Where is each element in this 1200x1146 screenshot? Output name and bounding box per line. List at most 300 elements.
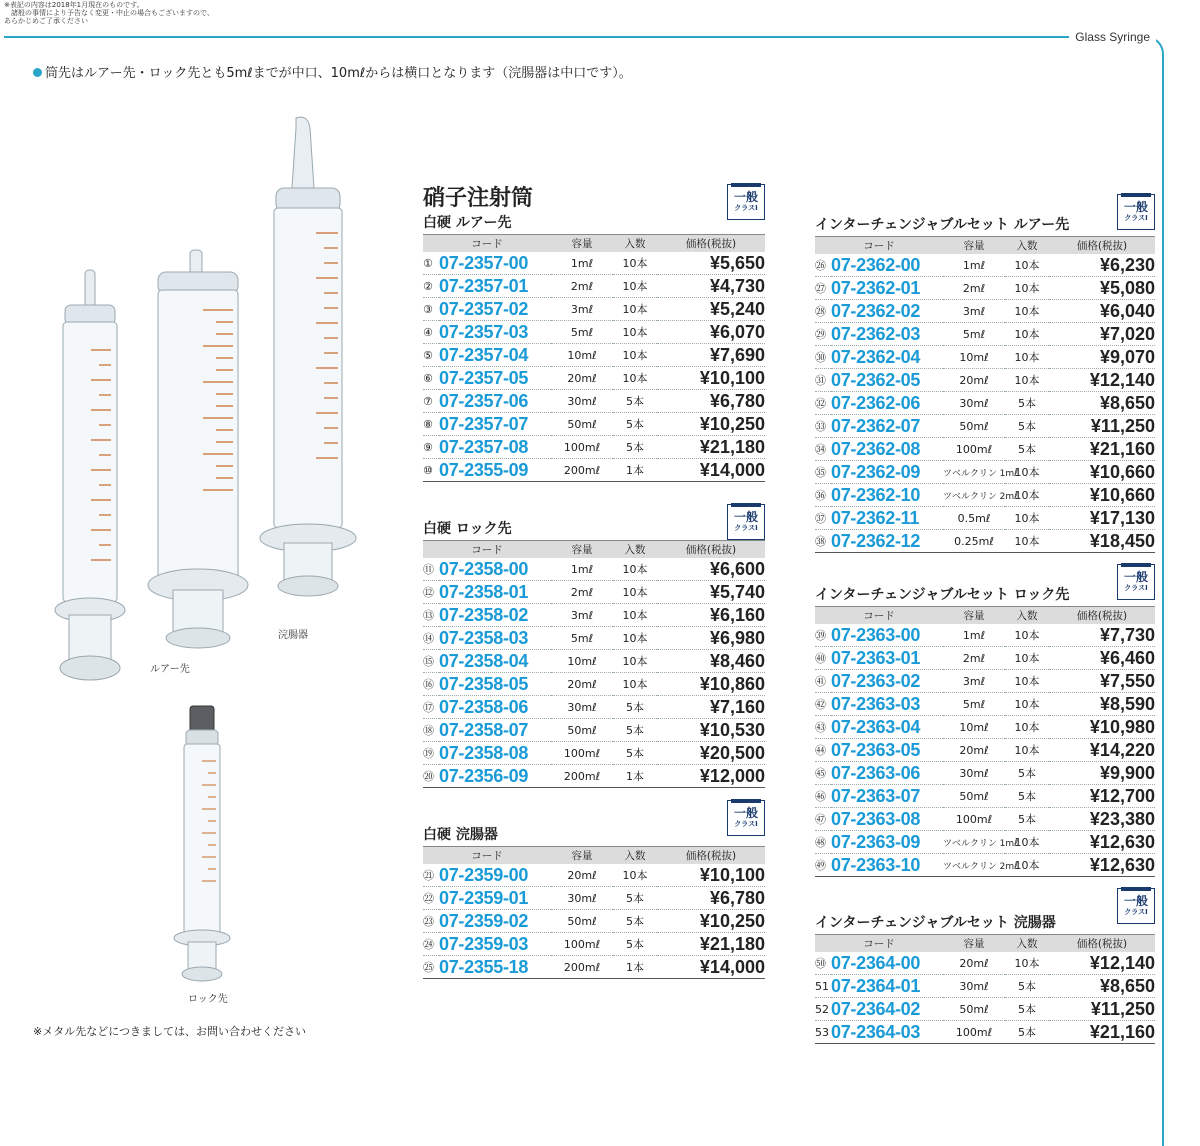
table-row	[423, 459, 765, 482]
price: ¥12,630	[1049, 831, 1155, 854]
class1-badge	[1117, 564, 1155, 600]
table-row	[423, 742, 765, 765]
quantity: 10本	[1005, 693, 1049, 716]
product-code: 07-2357-01	[439, 275, 551, 298]
header-code: コード	[815, 935, 943, 953]
price: ¥17,130	[1049, 507, 1155, 530]
table-row	[423, 673, 765, 696]
price: ¥6,780	[657, 390, 765, 413]
table-row	[815, 762, 1155, 785]
volume: 30mℓ	[943, 975, 1005, 998]
price: ¥5,240	[657, 298, 765, 321]
luer-label: ルアー先	[150, 664, 190, 675]
quantity: 10本	[613, 627, 657, 650]
product-code: 07-2363-00	[831, 624, 943, 647]
section-enema	[423, 806, 765, 979]
row-number: ㉗	[815, 277, 831, 300]
product-code: 07-2362-10	[831, 484, 943, 507]
product-code: 07-2358-02	[439, 604, 551, 627]
header-code: コード	[815, 237, 943, 255]
volume: 100mℓ	[551, 933, 613, 956]
table-row	[423, 627, 765, 650]
row-number: ㉙	[815, 323, 831, 346]
volume: 50mℓ	[551, 413, 613, 436]
table-row	[423, 604, 765, 627]
header-price: 価格(税抜)	[1049, 237, 1155, 255]
table-row	[815, 530, 1155, 553]
header-quantity: 入数	[613, 541, 657, 559]
volume: 30mℓ	[551, 390, 613, 413]
table-row	[423, 344, 765, 367]
product-code: 07-2357-03	[439, 321, 551, 344]
section-luer	[423, 186, 765, 482]
quantity: 5本	[1005, 975, 1049, 998]
row-number: ⑳	[423, 765, 439, 788]
row-number: ⑮	[423, 650, 439, 673]
row-number: ㉚	[815, 346, 831, 369]
price: ¥14,000	[657, 956, 765, 979]
intro-note-text: 筒先はルアー先・ロック先とも5mℓまでが中口、10mℓからは横口となります（浣腸器は中口です）。	[45, 66, 632, 81]
badge-sub-text: クラスⅠ	[1124, 214, 1148, 222]
section-title-text: インターチェンジャブルセット 浣腸器	[815, 915, 1056, 931]
volume: ツベルクリン 2mℓ	[943, 854, 1005, 877]
row-number: ㉒	[423, 887, 439, 910]
lock-syringe-image	[172, 706, 232, 986]
price: ¥10,660	[1049, 461, 1155, 484]
volume: 2mℓ	[551, 275, 613, 298]
price: ¥10,100	[657, 864, 765, 887]
row-number: ㊶	[815, 670, 831, 693]
price: ¥21,160	[1049, 438, 1155, 461]
product-code: 07-2362-09	[831, 461, 943, 484]
product-code: 07-2359-02	[439, 910, 551, 933]
volume: 3mℓ	[943, 670, 1005, 693]
row-number: ⑰	[423, 696, 439, 719]
price: ¥14,000	[657, 459, 765, 482]
row-number: ㊳	[815, 530, 831, 553]
price: ¥6,460	[1049, 647, 1155, 670]
table-row	[815, 831, 1155, 854]
table-row	[815, 277, 1155, 300]
volume: 1mℓ	[551, 252, 613, 275]
volume: 3mℓ	[943, 300, 1005, 323]
volume: 1mℓ	[943, 624, 1005, 647]
product-table	[423, 846, 765, 979]
quantity: 10本	[1005, 461, 1049, 484]
row-number: ㉜	[815, 392, 831, 415]
quantity: 5本	[1005, 392, 1049, 415]
quantity: 5本	[1005, 762, 1049, 785]
price: ¥18,450	[1049, 530, 1155, 553]
price: ¥5,740	[657, 581, 765, 604]
price: ¥23,380	[1049, 808, 1155, 831]
quantity: 10本	[613, 275, 657, 298]
price: ¥12,140	[1049, 369, 1155, 392]
table-row	[815, 716, 1155, 739]
row-number: ⑲	[423, 742, 439, 765]
badge-main-text: 一般	[733, 806, 758, 820]
table-row	[815, 647, 1155, 670]
quantity: 10本	[613, 581, 657, 604]
table-row	[423, 696, 765, 719]
row-number: ㊴	[815, 624, 831, 647]
luer-syringe-large-image	[148, 250, 253, 650]
disclaimer-note: ※表記の内容は2018年1月現在のものです。 諸般の事情により予告なく変更・中止の場合もございますので、 あらかじめご了承ください	[4, 1, 214, 25]
volume: 1mℓ	[943, 254, 1005, 277]
row-number: ㊹	[815, 739, 831, 762]
quantity: 5本	[1005, 808, 1049, 831]
price: ¥6,160	[657, 604, 765, 627]
quantity: 10本	[1005, 739, 1049, 762]
bullet-icon	[33, 68, 42, 77]
product-code: 07-2358-04	[439, 650, 551, 673]
row-number: ⑨	[423, 436, 439, 459]
price: ¥10,530	[657, 719, 765, 742]
row-number: ㊵	[815, 647, 831, 670]
quantity: 5本	[1005, 415, 1049, 438]
volume: 30mℓ	[551, 887, 613, 910]
row-number: ㊾	[815, 854, 831, 877]
row-number: 53	[815, 1021, 831, 1044]
table-row	[815, 392, 1155, 415]
table-row	[423, 650, 765, 673]
product-code: 07-2364-02	[831, 998, 943, 1021]
product-code: 07-2358-07	[439, 719, 551, 742]
product-code: 07-2357-05	[439, 367, 551, 390]
header-price: 価格(税抜)	[657, 235, 765, 253]
volume: 200mℓ	[551, 765, 613, 788]
quantity: 5本	[1005, 438, 1049, 461]
row-number: ㉔	[423, 933, 439, 956]
quantity: 5本	[613, 436, 657, 459]
price: ¥8,590	[1049, 693, 1155, 716]
quantity: 5本	[613, 910, 657, 933]
table-header-row	[423, 235, 765, 253]
price: ¥12,630	[1049, 854, 1155, 877]
volume: ツベルクリン 2mℓ	[943, 484, 1005, 507]
badge-sub-text: クラスⅠ	[734, 204, 758, 212]
volume: 10mℓ	[943, 346, 1005, 369]
section-interchangeable-enema	[815, 894, 1155, 1044]
product-code: 07-2363-03	[831, 693, 943, 716]
row-number: ⑤	[423, 344, 439, 367]
badge-sub-text: クラスⅠ	[734, 820, 758, 828]
badge-sub-text: クラスⅠ	[1124, 908, 1148, 916]
product-code: 07-2362-05	[831, 369, 943, 392]
price: ¥10,660	[1049, 484, 1155, 507]
badge-sub-text: クラスⅠ	[1124, 584, 1148, 592]
product-table	[815, 236, 1155, 553]
volume: 50mℓ	[943, 415, 1005, 438]
quantity: 10本	[1005, 716, 1049, 739]
volume: 20mℓ	[551, 864, 613, 887]
luer-syringe-image	[55, 270, 135, 690]
product-code: 07-2362-08	[831, 438, 943, 461]
price: ¥8,460	[657, 650, 765, 673]
price: ¥10,250	[657, 413, 765, 436]
price: ¥6,070	[657, 321, 765, 344]
quantity: 10本	[613, 558, 657, 581]
volume: 100mℓ	[943, 1021, 1005, 1044]
table-row	[423, 910, 765, 933]
table-row	[423, 864, 765, 887]
enema-label: 浣腸器	[278, 630, 308, 641]
section-title	[815, 200, 1155, 236]
quantity: 10本	[1005, 952, 1049, 975]
volume: 30mℓ	[551, 696, 613, 719]
quantity: 10本	[1005, 323, 1049, 346]
section-title	[423, 806, 765, 846]
product-table	[423, 234, 765, 482]
product-code: 07-2355-09	[439, 459, 551, 482]
row-number: ①	[423, 252, 439, 275]
quantity: 5本	[1005, 1021, 1049, 1044]
badge-main-text: 一般	[733, 190, 758, 204]
table-row	[815, 624, 1155, 647]
table-row	[423, 956, 765, 979]
table-row	[815, 975, 1155, 998]
table-row	[815, 998, 1155, 1021]
volume: 0.25mℓ	[943, 530, 1005, 553]
section-lock	[423, 510, 765, 788]
quantity: 10本	[1005, 530, 1049, 553]
product-code: 07-2364-03	[831, 1021, 943, 1044]
row-number: ㉖	[815, 254, 831, 277]
product-code: 07-2356-09	[439, 765, 551, 788]
row-number: ㉛	[815, 369, 831, 392]
footnote: ※メタル先などにつきましては、お問い合わせください	[33, 1025, 306, 1038]
product-code: 07-2363-04	[831, 716, 943, 739]
product-code: 07-2358-00	[439, 558, 551, 581]
table-row	[815, 369, 1155, 392]
table-row	[815, 346, 1155, 369]
lock-label: ロック先	[188, 994, 228, 1005]
section-title-text: インターチェンジャブルセット ルアー先	[815, 217, 1070, 233]
table-row	[423, 581, 765, 604]
quantity: 1本	[613, 459, 657, 482]
volume: 100mℓ	[551, 436, 613, 459]
product-code: 07-2362-04	[831, 346, 943, 369]
quantity: 10本	[613, 344, 657, 367]
volume: 20mℓ	[943, 739, 1005, 762]
table-row	[423, 933, 765, 956]
table-row	[423, 558, 765, 581]
badge-main-text: 一般	[1123, 200, 1148, 214]
table-row	[815, 670, 1155, 693]
table-row	[815, 739, 1155, 762]
table-row	[815, 854, 1155, 877]
volume: 5mℓ	[551, 321, 613, 344]
badge-main-text: 一般	[1123, 894, 1148, 908]
quantity: 10本	[613, 367, 657, 390]
header-quantity: 入数	[1005, 935, 1049, 953]
section-title	[815, 570, 1155, 606]
volume: 2mℓ	[551, 581, 613, 604]
row-number: ㉟	[815, 461, 831, 484]
table-row	[815, 254, 1155, 277]
header-volume: 容量	[551, 847, 613, 865]
price: ¥12,000	[657, 765, 765, 788]
volume: 50mℓ	[551, 910, 613, 933]
product-code: 07-2364-01	[831, 975, 943, 998]
table-row	[815, 1021, 1155, 1044]
price: ¥6,980	[657, 627, 765, 650]
table-row	[423, 390, 765, 413]
header-code: コード	[423, 847, 551, 865]
product-code: 07-2359-03	[439, 933, 551, 956]
row-number: ⑪	[423, 558, 439, 581]
row-number: ⑩	[423, 459, 439, 482]
product-code: 07-2362-11	[831, 507, 943, 530]
price: ¥9,070	[1049, 346, 1155, 369]
class1-badge	[727, 184, 765, 220]
row-number: ㉘	[815, 300, 831, 323]
row-number: ㉓	[423, 910, 439, 933]
quantity: 10本	[613, 321, 657, 344]
table-row	[815, 785, 1155, 808]
price: ¥9,900	[1049, 762, 1155, 785]
table-row	[815, 323, 1155, 346]
quantity: 10本	[613, 298, 657, 321]
header-quantity: 入数	[1005, 607, 1049, 625]
table-row	[423, 367, 765, 390]
price: ¥4,730	[657, 275, 765, 298]
table-header-row	[423, 541, 765, 559]
quantity: 5本	[613, 887, 657, 910]
row-number: ⑥	[423, 367, 439, 390]
table-header-row	[815, 607, 1155, 625]
price: ¥11,250	[1049, 998, 1155, 1021]
product-code: 07-2362-12	[831, 530, 943, 553]
row-number: ㊻	[815, 785, 831, 808]
row-number: ㊲	[815, 507, 831, 530]
volume: 10mℓ	[551, 344, 613, 367]
price: ¥7,550	[1049, 670, 1155, 693]
header-code: コード	[815, 607, 943, 625]
product-code: 07-2364-00	[831, 952, 943, 975]
table-row	[423, 298, 765, 321]
header-label: Glass Syringe	[1069, 30, 1156, 44]
quantity: 5本	[613, 696, 657, 719]
table-row	[815, 507, 1155, 530]
quantity: 10本	[1005, 670, 1049, 693]
product-code: 07-2363-02	[831, 670, 943, 693]
quantity: 10本	[613, 650, 657, 673]
quantity: 5本	[613, 742, 657, 765]
table-row	[815, 461, 1155, 484]
quantity: 10本	[1005, 300, 1049, 323]
volume: 100mℓ	[943, 808, 1005, 831]
price: ¥7,730	[1049, 624, 1155, 647]
row-number: 51	[815, 975, 831, 998]
product-code: 07-2363-01	[831, 647, 943, 670]
product-code: 07-2357-08	[439, 436, 551, 459]
volume: 0.5mℓ	[943, 507, 1005, 530]
row-number: ④	[423, 321, 439, 344]
price: ¥5,650	[657, 252, 765, 275]
volume: 3mℓ	[551, 604, 613, 627]
quantity: 10本	[1005, 507, 1049, 530]
price: ¥7,020	[1049, 323, 1155, 346]
table-header-row	[423, 847, 765, 865]
table-row	[423, 765, 765, 788]
class1-badge	[1117, 888, 1155, 924]
enema-syringe-image	[258, 118, 358, 608]
header-price: 価格(税抜)	[1049, 935, 1155, 953]
header-code: コード	[423, 235, 551, 253]
price: ¥8,650	[1049, 392, 1155, 415]
product-code: 07-2362-01	[831, 277, 943, 300]
product-code: 07-2363-07	[831, 785, 943, 808]
table-header-row	[815, 935, 1155, 953]
volume: 20mℓ	[551, 673, 613, 696]
row-number: ㊷	[815, 693, 831, 716]
quantity: 1本	[613, 765, 657, 788]
table-row	[815, 438, 1155, 461]
volume: 10mℓ	[551, 650, 613, 673]
volume: 1mℓ	[551, 558, 613, 581]
product-code: 07-2357-02	[439, 298, 551, 321]
product-code: 07-2363-06	[831, 762, 943, 785]
row-number: ㊼	[815, 808, 831, 831]
product-code: 07-2362-02	[831, 300, 943, 323]
product-code: 07-2363-10	[831, 854, 943, 877]
volume: 100mℓ	[551, 742, 613, 765]
product-table	[423, 540, 765, 788]
table-row	[815, 300, 1155, 323]
product-code: 07-2362-00	[831, 254, 943, 277]
header-price: 価格(税抜)	[657, 847, 765, 865]
quantity: 10本	[613, 864, 657, 887]
quantity: 10本	[613, 252, 657, 275]
volume: 5mℓ	[943, 693, 1005, 716]
table-row	[423, 321, 765, 344]
table-row	[815, 808, 1155, 831]
product-code: 07-2363-05	[831, 739, 943, 762]
quantity: 10本	[1005, 624, 1049, 647]
header-price: 価格(税抜)	[657, 541, 765, 559]
product-code: 07-2357-06	[439, 390, 551, 413]
volume: ツベルクリン 1mℓ	[943, 831, 1005, 854]
quantity: 1本	[613, 956, 657, 979]
product-code: 07-2358-05	[439, 673, 551, 696]
row-number: ㊱	[815, 484, 831, 507]
quantity: 5本	[613, 413, 657, 436]
price: ¥7,690	[657, 344, 765, 367]
header-price: 価格(税抜)	[1049, 607, 1155, 625]
price: ¥10,100	[657, 367, 765, 390]
section-title-text: 白硬 ルアー先	[423, 215, 512, 231]
volume: 50mℓ	[551, 719, 613, 742]
quantity: 5本	[1005, 785, 1049, 808]
product-code: 07-2362-06	[831, 392, 943, 415]
row-number: ㊸	[815, 716, 831, 739]
product-code: 07-2362-03	[831, 323, 943, 346]
row-number: 52	[815, 998, 831, 1021]
price: ¥8,650	[1049, 975, 1155, 998]
table-header-row	[815, 237, 1155, 255]
row-number: ⑯	[423, 673, 439, 696]
quantity: 10本	[1005, 831, 1049, 854]
volume: 50mℓ	[943, 785, 1005, 808]
header-volume: 容量	[943, 607, 1005, 625]
volume: 20mℓ	[943, 369, 1005, 392]
quantity: 10本	[1005, 254, 1049, 277]
row-number: ⑧	[423, 413, 439, 436]
price: ¥10,250	[657, 910, 765, 933]
price: ¥14,220	[1049, 739, 1155, 762]
volume: ツベルクリン 1mℓ	[943, 461, 1005, 484]
